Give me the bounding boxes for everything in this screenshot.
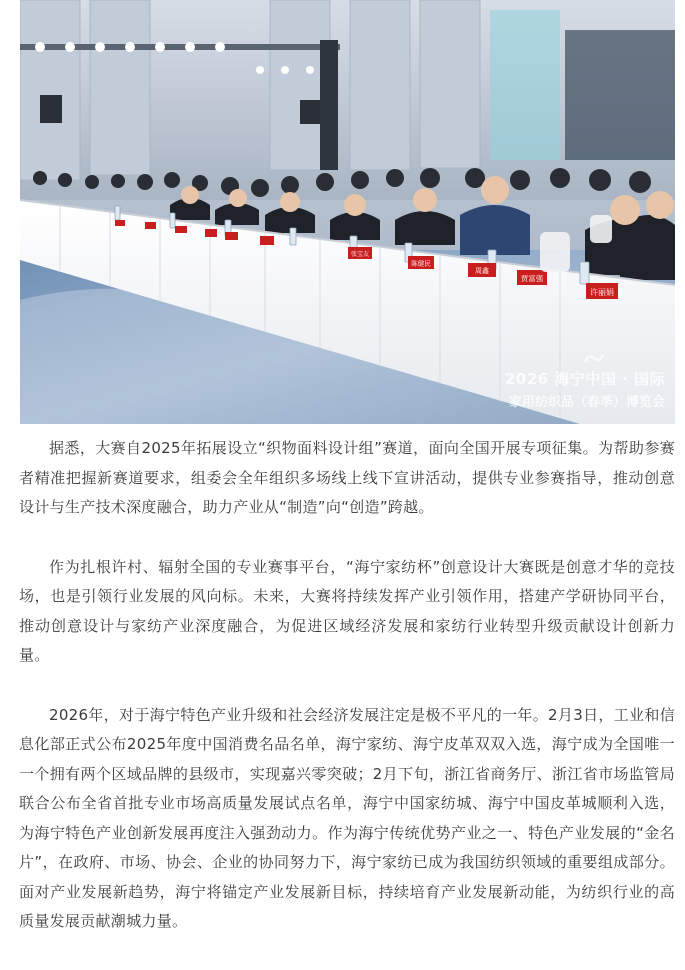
nameplate-text: 许丽娟: [590, 288, 614, 297]
event-photo: [20, 0, 675, 424]
paragraph-1: 据悉，大赛自2025年拓展设立“织物面料设计组”赛道，面向全国开展专项征集。为帮助参赛者精准把握新赛道要求，组委会全年组织多场线上线下宣讲活动，提供专业参赛指导，推动创意设计与生产技术深度融合，助力产业从“制造”向“创造”跨越。: [19, 439, 675, 516]
nameplate-text: 陈健民: [411, 259, 431, 268]
paragraph-2: 作为扎根许村、辐射全国的专业赛事平台，“海宁家纺杯”创意设计大赛既是创意才华的竞技场，也是引领行业发展的风向标。未来，大赛将持续发挥产业引领作用，搭建产学研协同平台，推动创意设计与家纺产业深度融合，为促进区域经济发展和家纺行业转型升级贡献设计创新力量。: [19, 557, 675, 664]
paragraph-3: 2026年，对于海宁特色产业升级和社会经济发展注定是极不平凡的一年。2月3日，工业和信息化部正式公布2025年度中国消费名品名单，海宁家纺、海宁皮革双双入选，海宁成为全国唯一一个拥有两个区域品牌的县级市，实现嘉兴零突破；2月下旬，浙江省商务厅、浙江省市场监管局联合公布全省首批专业市场高质量发展试点名单，海宁中国家纺城、海宁中国皮革城顺利入选，为海宁特色产业创新发展再度注入强劲动力。作为海宁传统优势产业之一、特色产业发展的“金名片”，在政府、市场、协会、企业的协同努力下，海宁家纺已成为我国纺织领域的重要组成部分。面对产业发展新趋势，海宁将锚定产业发展新目标，持续培育产业发展新动能，为纺织行业的高质量发展贡献潮城力量。: [19, 705, 675, 930]
photo-watermark: [505, 368, 665, 410]
nameplate-text: 周鑫: [475, 267, 489, 275]
expo-logo-icon: [583, 352, 605, 366]
conference-hall-illustration: [20, 0, 675, 424]
watermark-line1: 2026 海宁中国 · 国际: [504, 370, 665, 388]
nameplate-text: 贾富强: [520, 274, 544, 283]
watermark-line2: 家用纺织品（春季）博览会: [508, 395, 665, 410]
article-body: [19, 434, 675, 937]
nameplate-text: 张宝友: [350, 251, 370, 258]
